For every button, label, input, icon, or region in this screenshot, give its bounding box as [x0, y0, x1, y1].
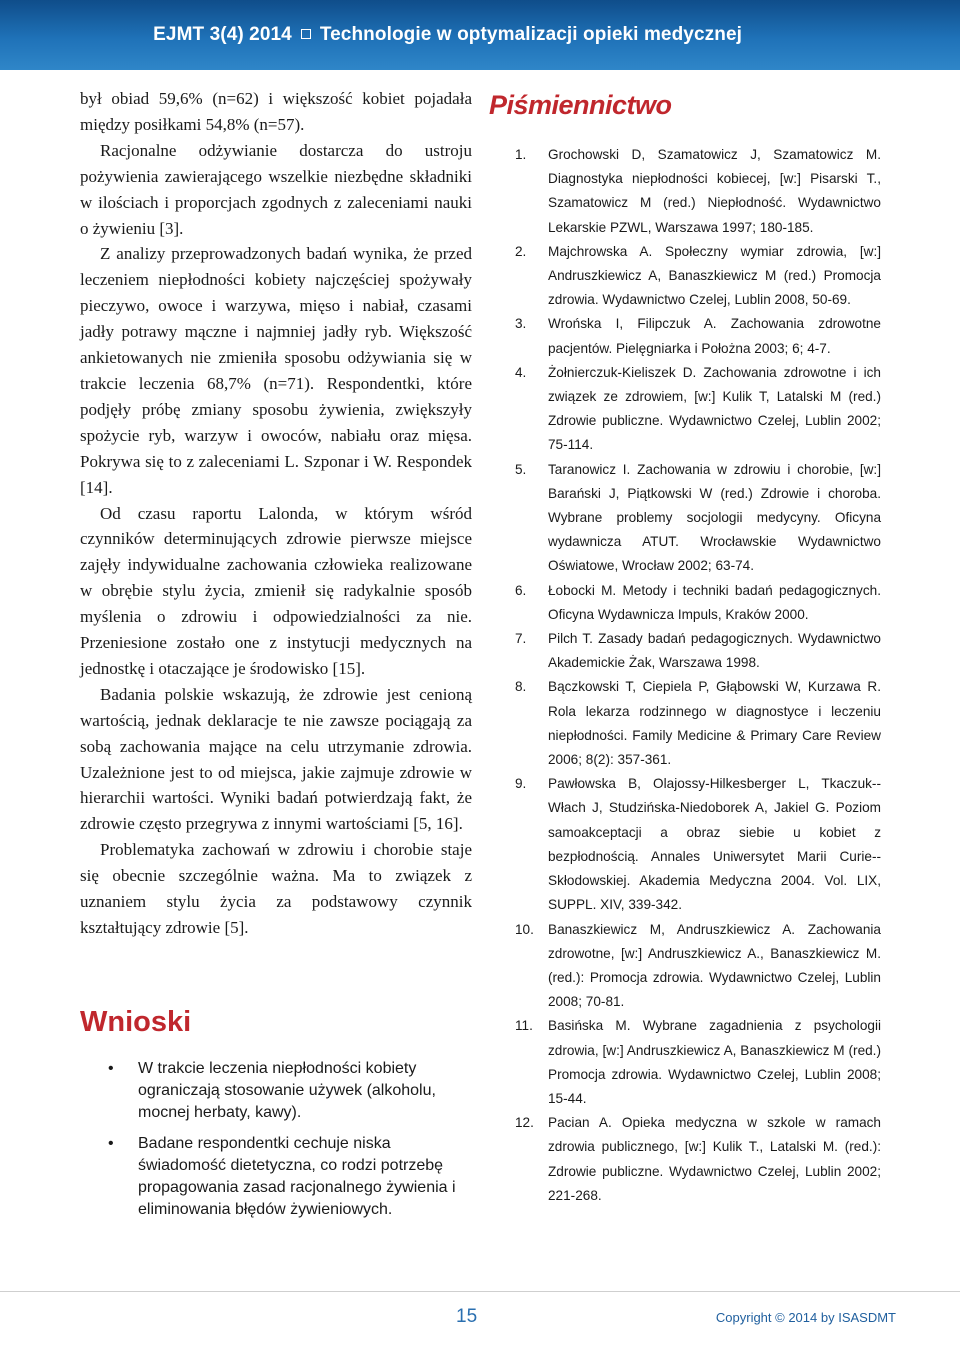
conclusions-list — [108, 1058, 472, 1230]
square-separator-icon — [301, 29, 311, 39]
reference-number: 3. — [515, 316, 527, 332]
reference-item — [515, 918, 881, 1015]
page-number: 15 — [456, 1306, 478, 1327]
conclusion-item — [108, 1058, 472, 1124]
reference-text: Żołnierczuk-Kieliszek D. Zachowania zdrowotne i ich związek ze zdrowiem, [w:] Kulik T, Latalski M (red.) Zdrowie publiczne. Wydawnictwo Czelej, Lublin 2002; 75-114. — [548, 364, 881, 453]
reference-text: Bączkowski T, Ciepiela P, Głąbowski W, Kurzawa R. Rola lekarza rodzinnego w diagnostyce i leczeniu niepłodności. Family Medicine & Primary Care Review 2006; 8(2): 357-361. — [548, 679, 881, 768]
conclusion-item — [108, 1133, 472, 1221]
conclusion-text: W trakcie leczenia niepłodności kobiety ograniczają stosowanie używek (alkoholu, mocnej herbaty, kawy). — [138, 1060, 436, 1121]
reference-item — [515, 240, 881, 313]
reference-number: 10. — [515, 921, 534, 937]
reference-item — [515, 458, 881, 579]
body-text-column — [80, 86, 472, 941]
journal-name: EJMT 3(4) 2014 — [153, 24, 292, 45]
journal-header-text — [153, 24, 742, 46]
reference-item — [515, 361, 881, 458]
body-paragraph: Z analizy przeprowadzonych badań wynika, że przed leczeniem niepłodności kobiety najczęściej spożywały pieczywo, owoce i warzywa, mięso i nabiał, czasami jadły potrawy mączne i najmniej jadły ryb. Większość ankietowanych nie zmieniła sposobu odżywiania się w trakcie leczenia 68,7% (n=71). Respondentki, które podjęły próbę zmiany sposobu żywienia, zwiększyły spożycie ryb, warzyw i owoców, nabiału oraz mięsa. Pokrywa się to z zaleceniami L. Szponar i W. Respondek [14]. — [80, 244, 472, 497]
reference-number: 1. — [515, 147, 527, 162]
reference-item — [515, 143, 881, 240]
reference-item — [515, 579, 881, 627]
reference-number: 6. — [515, 582, 527, 598]
bullet-icon: • — [108, 1060, 114, 1077]
reference-item — [515, 627, 881, 675]
reference-item — [515, 312, 881, 360]
reference-item — [515, 772, 881, 917]
reference-number: 5. — [515, 461, 527, 477]
body-paragraph: był obiad 59,6% (n=62) i większość kobiet pojadała między posiłkami 54,8% (n=57). — [80, 89, 472, 134]
reference-number: 4. — [515, 364, 527, 380]
reference-text: Taranowicz I. Zachowania w zdrowiu i chorobie, [w:] Barański J, Piątkowski W (red.) Zdrowie i choroba. Wybrane problemy socjologii medycyny. Oficyna wydawnicza ATUT. Wrocławskie Wydawnictwo Oświatowe, Wrocław 2002; 63-74. — [548, 461, 881, 574]
references-heading: Piśmiennictwo — [489, 90, 672, 120]
reference-text: Pilch T. Zasady badań pedagogicznych. Wydawnictwo Akademickie Żak, Warszawa 1998. — [548, 631, 881, 671]
body-paragraph: Badania polskie wskazują, że zdrowie jest cenioną wartością, jednak deklaracje te nie zawsze pociągają za sobą zachowania mające na celu utrzymanie zdrowia. Uzależnione jest to od miejsca, jakie zajmuje zdrowie w hierarchii wartości. Wyniki badań potwierdzają fakt, że zdrowie często przegrywa z innymi wartościami [5, 16]. — [80, 684, 472, 834]
reference-text: Łobocki M. Metody i techniki badań pedagogicznych. Oficyna Wydawnicza Impuls, Kraków 2000. — [548, 582, 881, 622]
reference-text: Basińska M. Wybrane zagadnienia z psychologii zdrowia, [w:] Andruszkiewicz A, Banaszkiewicz M (red.) Promocja zdrowia. Wydawnictwo Czelej, Lublin 2008; 15-44. — [548, 1018, 881, 1106]
reference-text: Pacian A. Opieka medyczna w szkole w ramach zdrowia publicznego, [w:] Kulik T., Latalski M. (red.): Zdrowie publiczne. Wydawnictwo Czelej, Lublin 2002; 221-268. — [548, 1115, 881, 1203]
conclusions-heading: Wnioski — [80, 1006, 192, 1038]
reference-number: 9. — [515, 776, 527, 792]
reference-number: 11. — [515, 1018, 533, 1034]
reference-text: Majchrowska A. Społeczny wymiar zdrowia, [w:] Andruszkiewicz A, Banaszkiewicz M (red.) Promocja zdrowia. Wydawnictwo Czelej, Lublin 2008, 50-69. — [548, 243, 881, 308]
conclusion-text: Badane respondentki cechuje niska świadomość dietetyczna, co rodzi potrzebę propagowania zasad racjonalnego żywienia i eliminowania błędów żywieniowych. — [138, 1135, 456, 1218]
reference-item — [515, 675, 881, 772]
reference-text: Wrońska I, Filipczuk A. Zachowania zdrowotne pacjentów. Pielęgniarka i Położna 2003; 6; 4-7. — [548, 316, 881, 356]
reference-number: 7. — [515, 631, 527, 647]
journal-header-bar — [0, 0, 960, 70]
reference-item — [515, 1014, 881, 1111]
reference-text: Pawłowska B, Olajossy-Hilkesberger L, Tkaczuk--Włach J, Studzińska-Niedoborek A, Jakiel G. Poziom samoakceptacji a obraz siebie u kobiet z bezpłodnością. Annales Uniwersytet Marii Curie--Skłodowskiej. Akademia Medyczna 2004. Vol. LIX, SUPPL. XIV, 339-342. — [548, 776, 881, 913]
body-paragraph: Racjonalne odżywianie dostarcza do ustroju pożywienia zawierającego wszelkie niezbędne składniki w ilościach i proporcjach zgodnych z zaleceniami nauki o żywieniu [3]. — [80, 140, 472, 238]
reference-text: Grochowski D, Szamatowicz J, Szamatowicz M. Diagnostyka niepłodności kobiecej, [w:] Pisarski T., Szamatowicz M (red.) Niepłodność. Wydawnictwo Lekarskie PZWL, Warszawa 1997; 180-185. — [548, 147, 881, 235]
reference-number: 12. — [515, 1115, 534, 1131]
copyright-notice: Copyright © 2014 by ISASDMT — [715, 1310, 896, 1325]
bullet-icon: • — [108, 1135, 114, 1152]
reference-number: 2. — [515, 243, 527, 259]
body-paragraph: Od czasu raportu Lalonda, w którym wśród czynników determinujących zdrowie pierwsze miejsce zajęły indywidualne zachowania człowieka realizowane w obrębie stylu życia, zmienił się radykalnie sposób myślenia o zdrowiu i odpowiedzialności za nie. Przeniesione zostało one z instytucji medycznych na jednostkę i otaczające je środowisko [15]. — [80, 503, 472, 678]
reference-number: 8. — [515, 679, 527, 695]
journal-section: Technologie w optymalizacji opieki medycznej — [319, 24, 742, 45]
reference-text: Banaszkiewicz M, Andruszkiewicz A. Zachowania zdrowotne, [w:] Andruszkiewicz A., Banaszkiewicz M. (red.): Promocja zdrowia. Wydawnictwo Czelej, Lublin 2008; 70-81. — [548, 921, 881, 1010]
reference-item — [515, 1111, 881, 1208]
footer-divider — [0, 1291, 960, 1292]
body-paragraph: Problematyka zachowań w zdrowiu i chorobie staje się obecnie szczególnie ważna. Ma to związek z uznaniem stylu życia za podstawowy czynnik kształtujący zdrowie [5]. — [80, 840, 472, 937]
references-list — [515, 143, 881, 1208]
